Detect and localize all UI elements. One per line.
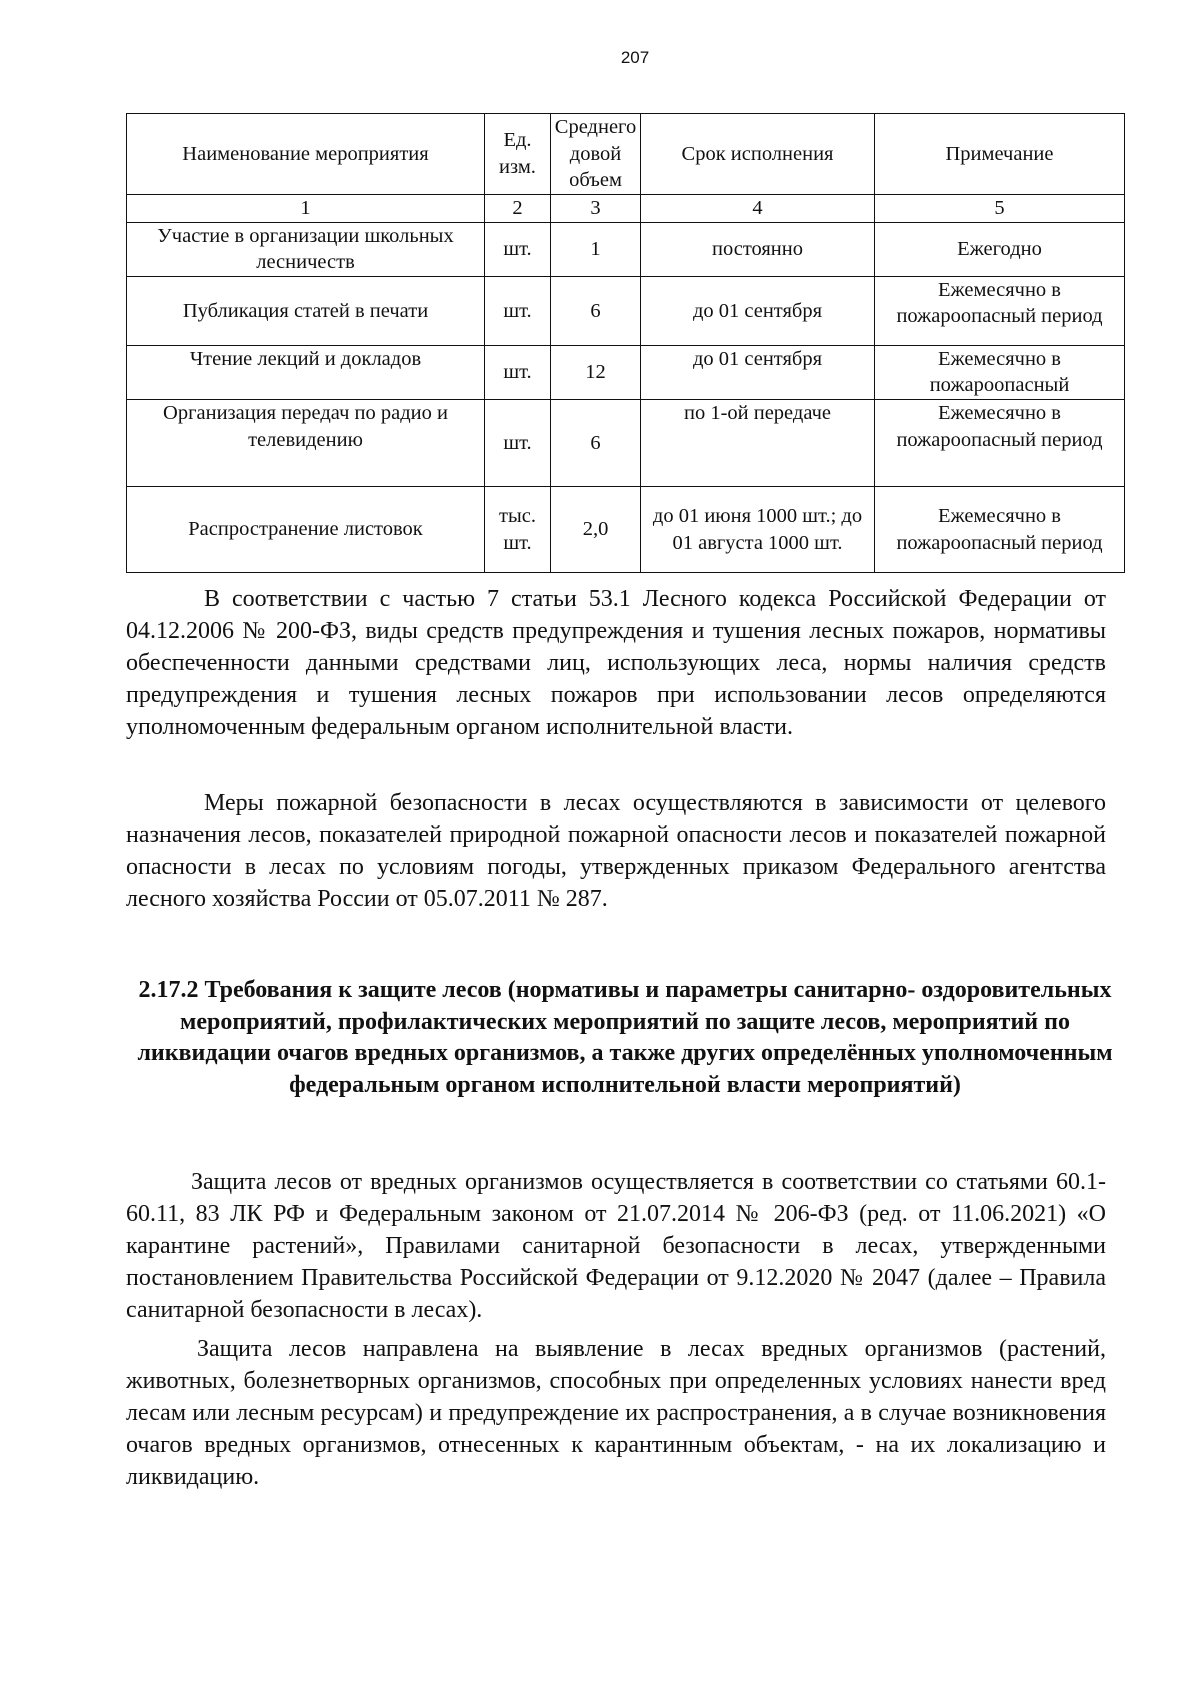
column-number: 2 [485, 194, 551, 222]
cell-note [875, 276, 1125, 345]
cell-note: Ежемесячно в пожароопасный период [875, 400, 1125, 487]
table-header-row [127, 114, 1125, 195]
cell-volume: 12 [551, 345, 641, 399]
cell-note: Ежемесячно в пожароопасный период [875, 487, 1125, 573]
paragraph-fire-prevention-means: В соответствии с частью 7 статьи 53.1 Лесного кодекса Российской Федерации от 04.12.2006 № 200-ФЗ, виды средств предупреждения и тушения лесных пожаров, нормативы обеспеченности данными средствами лиц, использующих леса, нормы наличия средств предупреждения и тушения лесных пожаров при использовании лесов определяются уполномоченным федеральным органом исполнительной власти. [126, 586, 1106, 740]
section-heading: 2.17.2 Требования к защите лесов (нормативы и параметры санитарно- оздоровительных мероприятий, профилактических мероприятий по защите лесов, мероприятий по ликвидации очагов вредных организмов, а также других определённых уполномоченным федеральным органом исполнительной власти мероприятий) [137, 977, 1113, 1098]
cell-name: Распространение листовок [127, 487, 485, 573]
cell-term: до 01 июня 1000 шт.; до 01 августа 1000 шт. [641, 487, 875, 573]
cell-term: по 1-ой передаче [641, 400, 875, 487]
table-row [127, 276, 1125, 345]
column-number: 3 [551, 194, 641, 222]
cell-volume: 6 [551, 400, 641, 487]
cell-volume: 6 [551, 276, 641, 345]
column-number: 1 [127, 194, 485, 222]
cell-volume: 1 [551, 222, 641, 276]
cell-note: Ежемесячно в пожароопасный [875, 345, 1125, 399]
table-row [127, 487, 1125, 573]
cell-term: до 01 сентября [641, 276, 875, 345]
paragraph-fire-safety-measures: Меры пожарной безопасности в лесах осуществляются в зависимости от целевого назначения лесов, показателей природной пожарной опасности лесов и показателей пожарной опасности в лесах по условиям погоды, утвержденных приказом Федерального агентства лесного хозяйства России от 05.07.2011 № 287. [126, 790, 1106, 912]
table-number-row [127, 194, 1125, 222]
cell-note-text: Ежемесячно в пожароопасный период [896, 278, 1103, 328]
cell-name: Организация передач по радио и телевидению [127, 400, 485, 487]
header-note: Примечание [875, 114, 1125, 195]
paragraph-forest-protection-goals: Защита лесов направлена на выявление в лесах вредных организмов (растений, животных, болезнетворных организмов, способных при определенных условиях нанести вред лесам или лесным ресурсам) и предупреждение их распространения, а в случае возникновения очагов вредных организмов, отнесенных к карантинным объектам, - на их локализацию и ликвидацию. [126, 1336, 1106, 1490]
cell-name: Чтение лекций и докладов [127, 345, 485, 399]
events-table [126, 113, 1125, 573]
page-number: 207 [620, 48, 650, 67]
cell-unit-text: тыс. шт. [499, 504, 536, 554]
cell-unit: шт. [485, 276, 551, 345]
header-term: Срок исполнения [641, 114, 875, 195]
column-number: 4 [641, 194, 875, 222]
table-row [127, 400, 1125, 487]
cell-unit: шт. [485, 345, 551, 399]
table-row [127, 345, 1125, 399]
cell-unit [485, 487, 551, 573]
column-number: 5 [875, 194, 1125, 222]
cell-unit: шт. [485, 400, 551, 487]
header-unit: Ед. изм. [485, 114, 551, 195]
cell-term: постоянно [641, 222, 875, 276]
cell-unit: шт. [485, 222, 551, 276]
cell-volume: 2,0 [551, 487, 641, 573]
table-row [127, 222, 1125, 276]
cell-term: до 01 сентября [641, 345, 875, 399]
cell-name: Участие в организации школьных лесничеств [127, 222, 485, 276]
header-name: Наименование мероприятия [127, 114, 485, 195]
cell-name: Публикация статей в печати [127, 276, 485, 345]
paragraph-forest-protection-law: Защита лесов от вредных организмов осуществляется в соответствии со статьями 60.1-60.11, 83 ЛК РФ и Федеральным законом от 21.07.2014 № 206-ФЗ (ред. от 11.06.2021) «О карантине растений», Правилами санитарной безопасности в лесах, утвержденными постановлением Правительства Российской Федерации от 9.12.2020 № 2047 (далее – Правила санитарной безопасности в лесах). [126, 1169, 1106, 1323]
header-volume: Среднего довой объем [551, 114, 641, 195]
cell-note: Ежегодно [875, 222, 1125, 276]
